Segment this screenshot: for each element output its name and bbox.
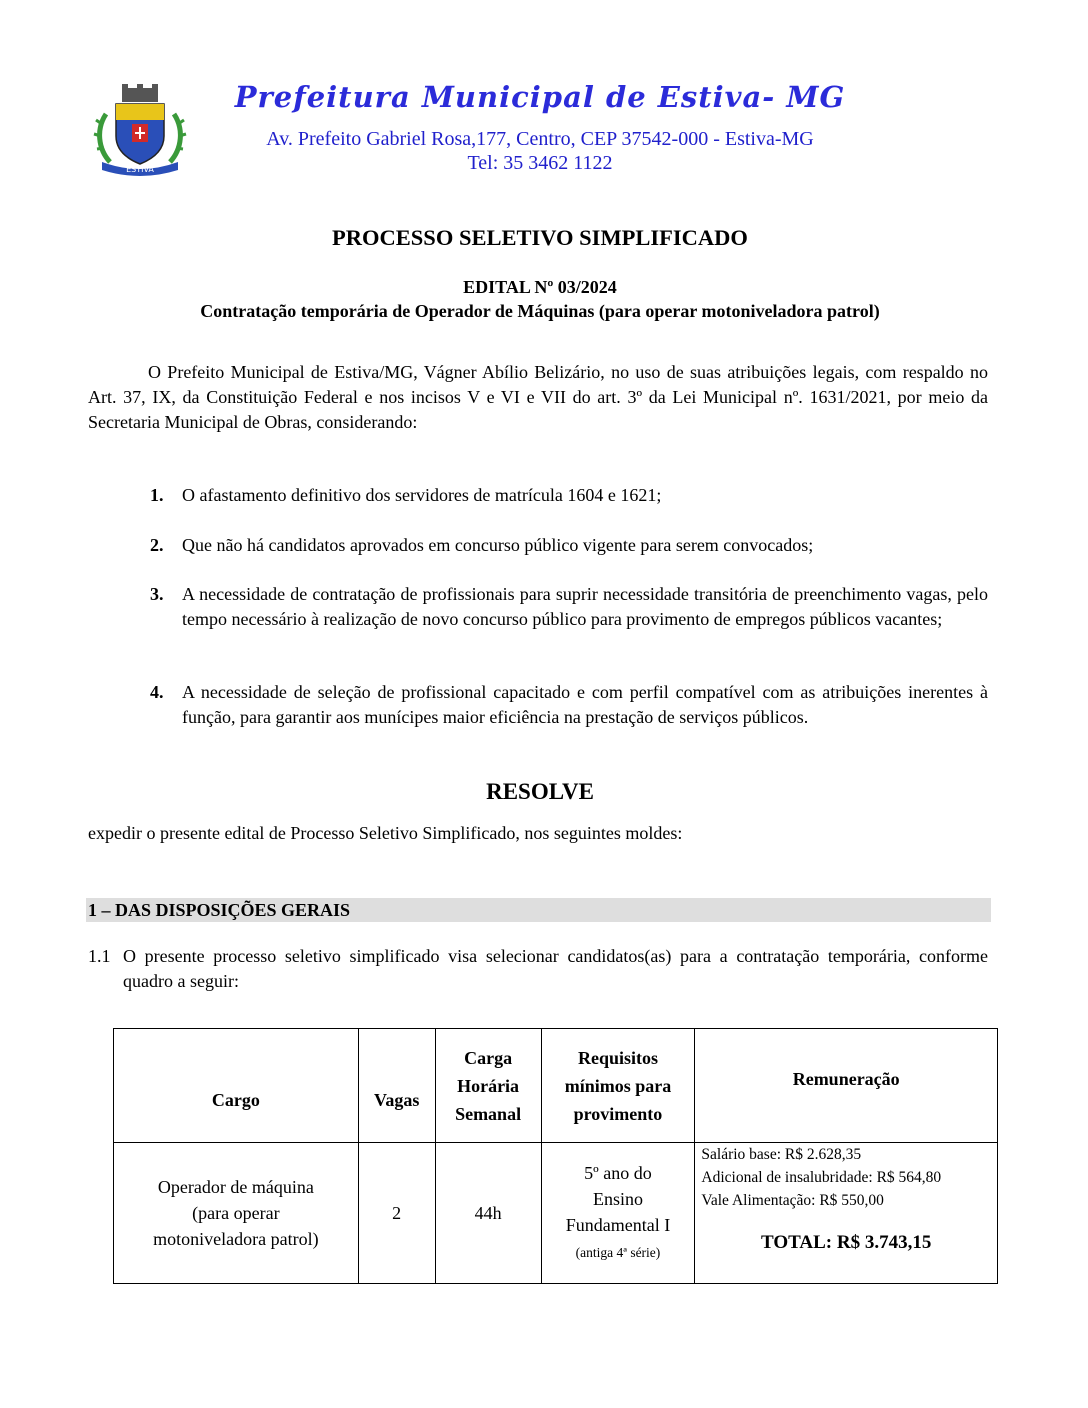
consideration-text: Que não há candidatos aprovados em concurso público vigente para serem convocados; [182,535,814,555]
section-heading: 1 – DAS DISPOSIÇÕES GERAIS [86,898,991,922]
table-header-row [114,1029,998,1143]
req-line: Ensino [592,1189,643,1209]
consideration-text: O afastamento definitivo dos servidores de matrícula 1604 e 1621; [182,485,662,505]
table-row [114,1143,998,1284]
clause-text: O presente processo seletivo simplificado visa selecionar candidatos(as) para a contratação temporária, conforme quadro a seguir: [123,946,988,991]
cargo-line: Operador de máquina [157,1177,314,1197]
intro-paragraph: O Prefeito Municipal de Estiva/MG, Vágner Abílio Belizário, no uso de suas atribuições legais, com respaldo no Art. 37, IX, da Constituição Federal e nos incisos V e VI e VII do art. 3º da Lei Municipal nº. 1631/2021, por meio da Secretaria Municipal de Obras, considerando: [88,362,988,432]
cargo-line: motoniveladora patrol) [153,1229,319,1249]
req-line: Fundamental I [565,1215,671,1235]
req-note: (antiga 4ª série) [575,1245,661,1260]
municipality-title: Prefeitura Municipal de Estiva- MG [234,80,846,114]
municipality-address: Av. Prefeito Gabriel Rosa,177, Centro, CEP 37542-000 - Estiva-MG [266,128,814,150]
edital-subject: Contratação temporária de Operador de Máquinas (para operar motoniveladora patrol) [200,301,880,321]
consideration-text: A necessidade de seleção de profissional capacitado e com perfil compatível com as atribuições inerentes à função, para garantir aos munícipes maior eficiência na prestação de serviços públicos. [182,682,988,727]
consideration-item [150,680,988,730]
edital-number: EDITAL Nº 03/2024 [463,277,617,297]
header-req-line: mínimos para [564,1075,672,1096]
header-carga-horaria [435,1029,541,1143]
consideration-text: A necessidade de contratação de profissionais para suprir necessidade transitória de preenchimento vagas, pelo tempo necessário à realização de novo concurso público para provimento de empregos públicos vacantes; [182,584,988,629]
header-req-line: provimento [573,1103,663,1124]
header-req-line: Requisitos [577,1047,658,1068]
consideration-item [150,533,988,558]
municipality-phone: Tel: 35 3462 1122 [467,152,613,174]
header-requisitos [541,1029,695,1143]
header-vagas: Vagas [358,1029,435,1143]
municipality-address-block [220,127,860,175]
req-line: 5º ano do [584,1163,652,1183]
resolve-heading: RESOLVE [486,779,594,804]
consideration-number: 4. [150,682,164,702]
cell-cargo [114,1143,359,1284]
cell-vagas: 2 [358,1143,435,1284]
consideration-number: 2. [150,535,164,555]
positions-table [113,1028,998,1284]
resolve-text: expedir o presente edital de Processo Seletivo Simplificado, nos seguintes moldes: [88,823,683,843]
document-main-title: PROCESSO SELETIVO SIMPLIFICADO [332,225,748,250]
cell-requisitos [541,1143,695,1284]
clause-1-1 [88,944,988,994]
food-allowance: Vale Alimentação: R$ 550,00 [701,1192,884,1209]
header-remuneracao: Remuneração [695,1029,998,1143]
header-cargo: Cargo [114,1029,359,1143]
consideration-item [150,582,988,632]
insalubrity-bonus: Adicional de insalubridade: R$ 564,80 [701,1169,942,1186]
consideration-number: 3. [150,584,164,604]
crest-ribbon-text: ESTIVA [126,165,154,174]
header-carga-line: Carga [464,1047,513,1068]
consideration-item [150,483,988,508]
cargo-line: (para operar [192,1203,280,1223]
total-remuneration: TOTAL: R$ 3.743,15 [761,1232,932,1253]
cell-remuneracao [695,1143,998,1284]
header-carga-line: Horária [457,1075,520,1096]
salary-base: Salário base: R$ 2.628,35 [701,1146,862,1163]
consideration-number: 1. [150,485,164,505]
cell-carga: 44h [435,1143,541,1284]
clause-number: 1.1 [88,946,111,966]
coat-of-arms-logo [92,84,188,176]
header-carga-line: Semanal [455,1103,522,1124]
